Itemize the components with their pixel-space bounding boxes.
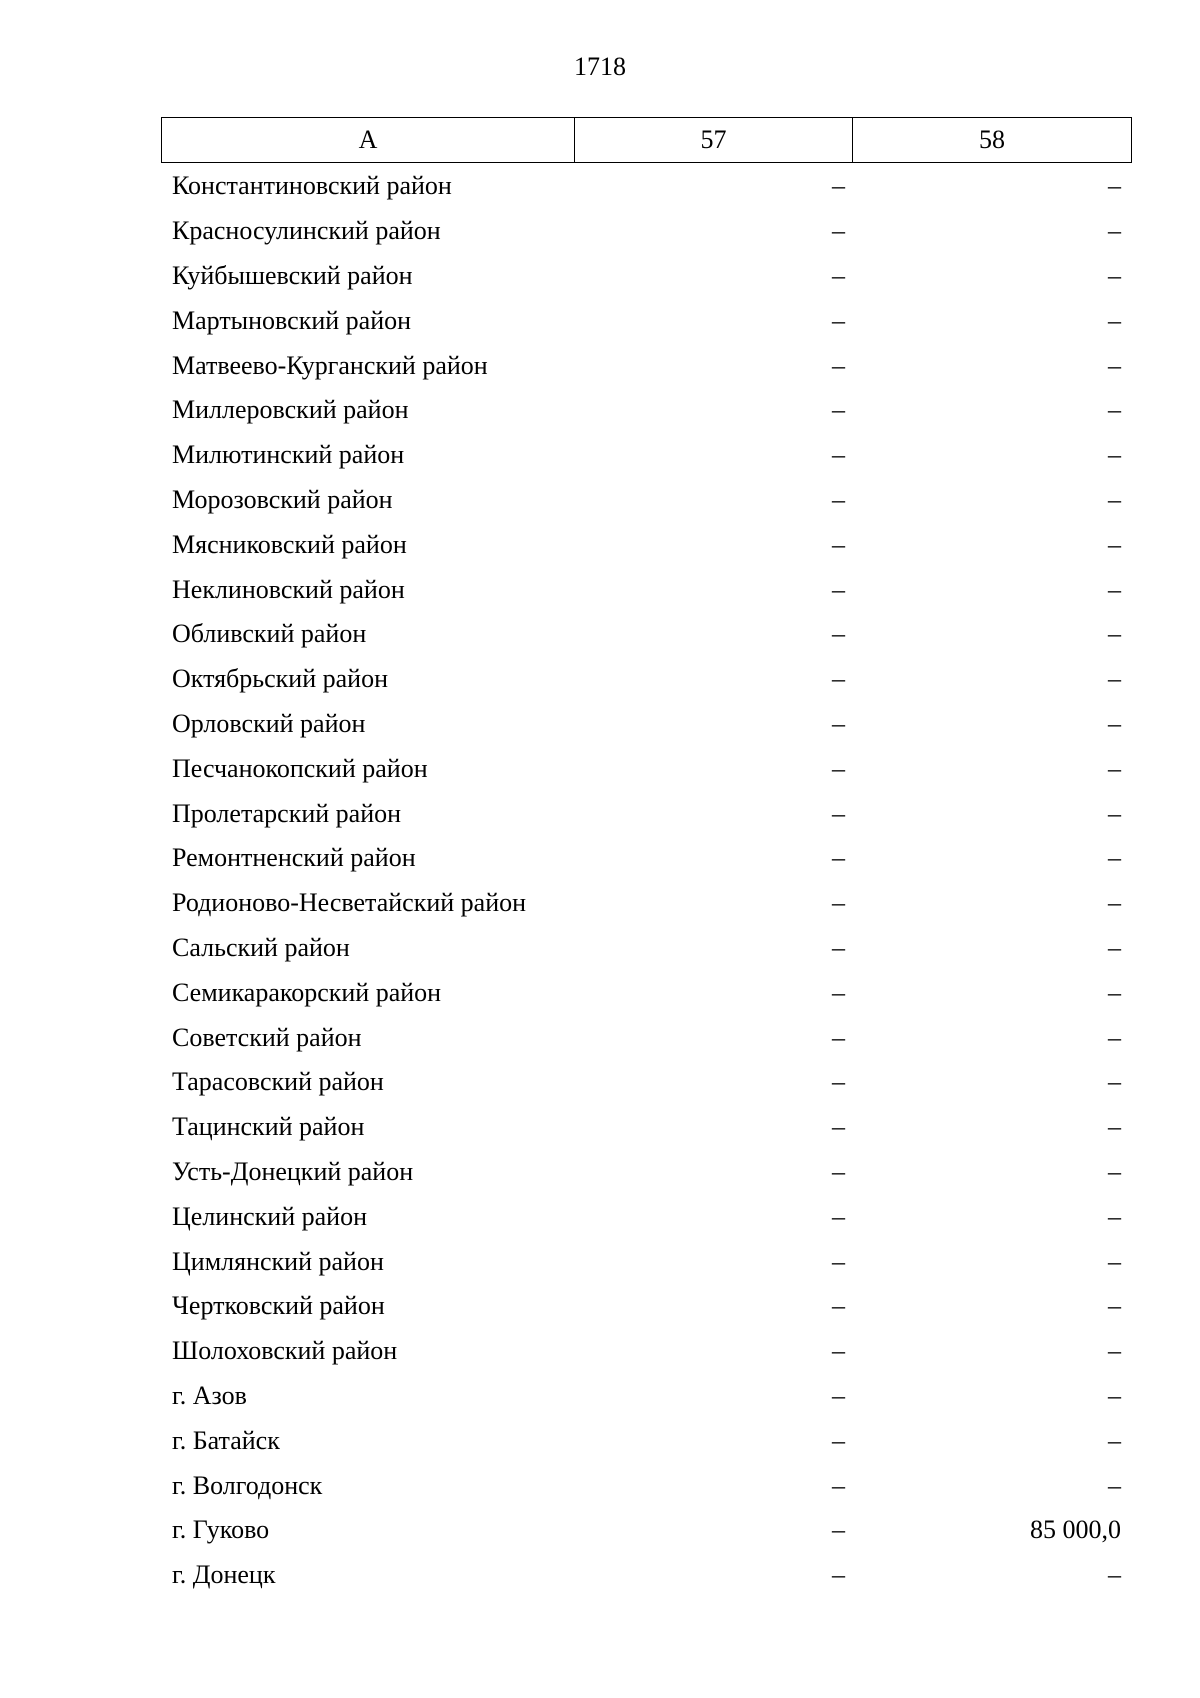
row-value-57: – xyxy=(832,1425,845,1455)
row-name: Шолоховский район xyxy=(172,1336,398,1366)
row-value-57: – xyxy=(832,664,845,694)
table-row xyxy=(161,1284,1131,1329)
row-name: Куйбышевский район xyxy=(172,260,413,290)
row-value-57: – xyxy=(832,1380,845,1410)
row-name: Чертковский район xyxy=(172,1291,385,1321)
table-row xyxy=(161,970,1131,1015)
row-value-57: – xyxy=(832,1112,845,1142)
row-value-57: – xyxy=(832,798,845,828)
header-col-a: А xyxy=(162,118,575,163)
row-name: Сальский район xyxy=(172,932,350,962)
table-row xyxy=(161,1553,1131,1598)
row-value-57: – xyxy=(832,708,845,738)
row-value-57: – xyxy=(832,171,845,201)
row-value-57: – xyxy=(832,350,845,380)
row-value-58: – xyxy=(1108,1425,1121,1455)
header-col-57: 57 xyxy=(575,118,853,163)
row-value-57: – xyxy=(832,305,845,335)
row-name: г. Батайск xyxy=(172,1425,280,1455)
table-row xyxy=(161,657,1131,702)
row-value-58: – xyxy=(1108,1246,1121,1276)
row-value-58: – xyxy=(1108,350,1121,380)
row-value-57: – xyxy=(832,1246,845,1276)
row-value-58: – xyxy=(1108,1560,1121,1590)
row-value-57: – xyxy=(832,619,845,649)
table-row xyxy=(161,1150,1131,1195)
row-value-58: – xyxy=(1108,171,1121,201)
row-value-57: – xyxy=(832,260,845,290)
table-row xyxy=(161,1508,1131,1553)
row-name: г. Азов xyxy=(172,1380,247,1410)
row-value-57: – xyxy=(832,888,845,918)
row-value-57: – xyxy=(832,843,845,873)
row-value-58: – xyxy=(1108,260,1121,290)
row-value-58: – xyxy=(1108,1022,1121,1052)
table-row xyxy=(161,1194,1131,1239)
row-name: г. Донецк xyxy=(172,1560,276,1590)
table-row xyxy=(161,567,1131,612)
row-value-57: – xyxy=(832,1067,845,1097)
table-row xyxy=(161,1239,1131,1284)
row-value-58: – xyxy=(1108,708,1121,738)
table-row xyxy=(161,1015,1131,1060)
table-row xyxy=(161,298,1131,343)
table-row xyxy=(161,746,1131,791)
row-value-58: – xyxy=(1108,305,1121,335)
table-header xyxy=(161,117,1132,163)
row-name: Морозовский район xyxy=(172,484,393,514)
row-name: Октябрьский район xyxy=(172,664,388,694)
table-row xyxy=(161,881,1131,926)
row-value-57: – xyxy=(832,753,845,783)
row-value-57: – xyxy=(832,1291,845,1321)
row-value-58: – xyxy=(1108,932,1121,962)
row-value-58: – xyxy=(1108,1201,1121,1231)
row-name: Константиновский район xyxy=(172,171,452,201)
table-row xyxy=(161,702,1131,747)
row-value-58: – xyxy=(1108,1336,1121,1366)
row-name: Тарасовский район xyxy=(172,1067,384,1097)
row-value-57: – xyxy=(832,216,845,246)
row-value-58: – xyxy=(1108,574,1121,604)
row-value-58: – xyxy=(1108,619,1121,649)
row-name: Неклиновский район xyxy=(172,574,405,604)
row-value-58: – xyxy=(1108,1291,1121,1321)
row-name: Семикаракорский район xyxy=(172,977,442,1007)
row-value-57: – xyxy=(832,977,845,1007)
table-row xyxy=(161,1463,1131,1508)
table-row xyxy=(161,254,1131,299)
row-value-57: – xyxy=(832,1560,845,1590)
table-row xyxy=(161,1418,1131,1463)
row-name: Миллеровский район xyxy=(172,395,409,425)
row-name: Милютинский район xyxy=(172,440,405,470)
row-name: Советский район xyxy=(172,1022,362,1052)
table-row xyxy=(161,343,1131,388)
row-name: Мартыновский район xyxy=(172,305,412,335)
table-row xyxy=(161,1105,1131,1150)
row-name: Мясниковский район xyxy=(172,529,407,559)
table-row xyxy=(161,836,1131,881)
row-value-57: – xyxy=(832,395,845,425)
row-value-58: – xyxy=(1108,843,1121,873)
table-row xyxy=(161,1329,1131,1374)
table-row xyxy=(161,1374,1131,1419)
table-row xyxy=(161,433,1131,478)
row-value-57: – xyxy=(832,1515,845,1545)
row-value-57: – xyxy=(832,1022,845,1052)
row-value-57: – xyxy=(832,1336,845,1366)
row-name: Орловский район xyxy=(172,708,366,738)
row-value-57: – xyxy=(832,574,845,604)
row-value-58: – xyxy=(1108,216,1121,246)
row-value-58: – xyxy=(1108,440,1121,470)
row-value-57: – xyxy=(832,1156,845,1186)
header-col-58: 58 xyxy=(853,118,1132,163)
row-value-58: 85 000,0 xyxy=(1030,1515,1121,1545)
row-value-58: – xyxy=(1108,664,1121,694)
row-value-58: – xyxy=(1108,484,1121,514)
row-name: Усть-Донецкий район xyxy=(172,1156,414,1186)
row-name: Цимлянский район xyxy=(172,1246,384,1276)
row-value-57: – xyxy=(832,529,845,559)
table-row xyxy=(161,1060,1131,1105)
table-row xyxy=(161,388,1131,433)
row-value-58: – xyxy=(1108,1067,1121,1097)
row-name: Родионово-Несветайский район xyxy=(172,888,527,918)
table-row xyxy=(161,926,1131,971)
table-row xyxy=(161,612,1131,657)
row-value-58: – xyxy=(1108,888,1121,918)
page-number: 1718 xyxy=(574,52,626,81)
table-body xyxy=(161,164,1131,1598)
row-name: Матвеево-Курганский район xyxy=(172,350,488,380)
row-name: г. Гуково xyxy=(172,1515,270,1545)
row-value-57: – xyxy=(832,440,845,470)
row-value-57: – xyxy=(832,1201,845,1231)
row-value-57: – xyxy=(832,932,845,962)
row-name: Ремонтненский район xyxy=(172,843,416,873)
row-name: Целинский район xyxy=(172,1201,367,1231)
table-row xyxy=(161,164,1131,209)
row-value-58: – xyxy=(1108,1112,1121,1142)
table-row xyxy=(161,478,1131,523)
row-name: Тацинский район xyxy=(172,1112,365,1142)
row-name: Песчанокопский район xyxy=(172,753,428,783)
row-value-58: – xyxy=(1108,798,1121,828)
row-value-58: – xyxy=(1108,1156,1121,1186)
row-value-58: – xyxy=(1108,753,1121,783)
table-row xyxy=(161,791,1131,836)
row-value-58: – xyxy=(1108,529,1121,559)
row-value-58: – xyxy=(1108,1470,1121,1500)
table-row xyxy=(161,209,1131,254)
table-row xyxy=(161,522,1131,567)
row-name: г. Волгодонск xyxy=(172,1470,323,1500)
row-name: Красносулинский район xyxy=(172,216,441,246)
row-name: Обливский район xyxy=(172,619,367,649)
row-name: Пролетарский район xyxy=(172,798,402,828)
row-value-58: – xyxy=(1108,395,1121,425)
row-value-58: – xyxy=(1108,977,1121,1007)
row-value-57: – xyxy=(832,484,845,514)
row-value-57: – xyxy=(832,1470,845,1500)
row-value-58: – xyxy=(1108,1380,1121,1410)
